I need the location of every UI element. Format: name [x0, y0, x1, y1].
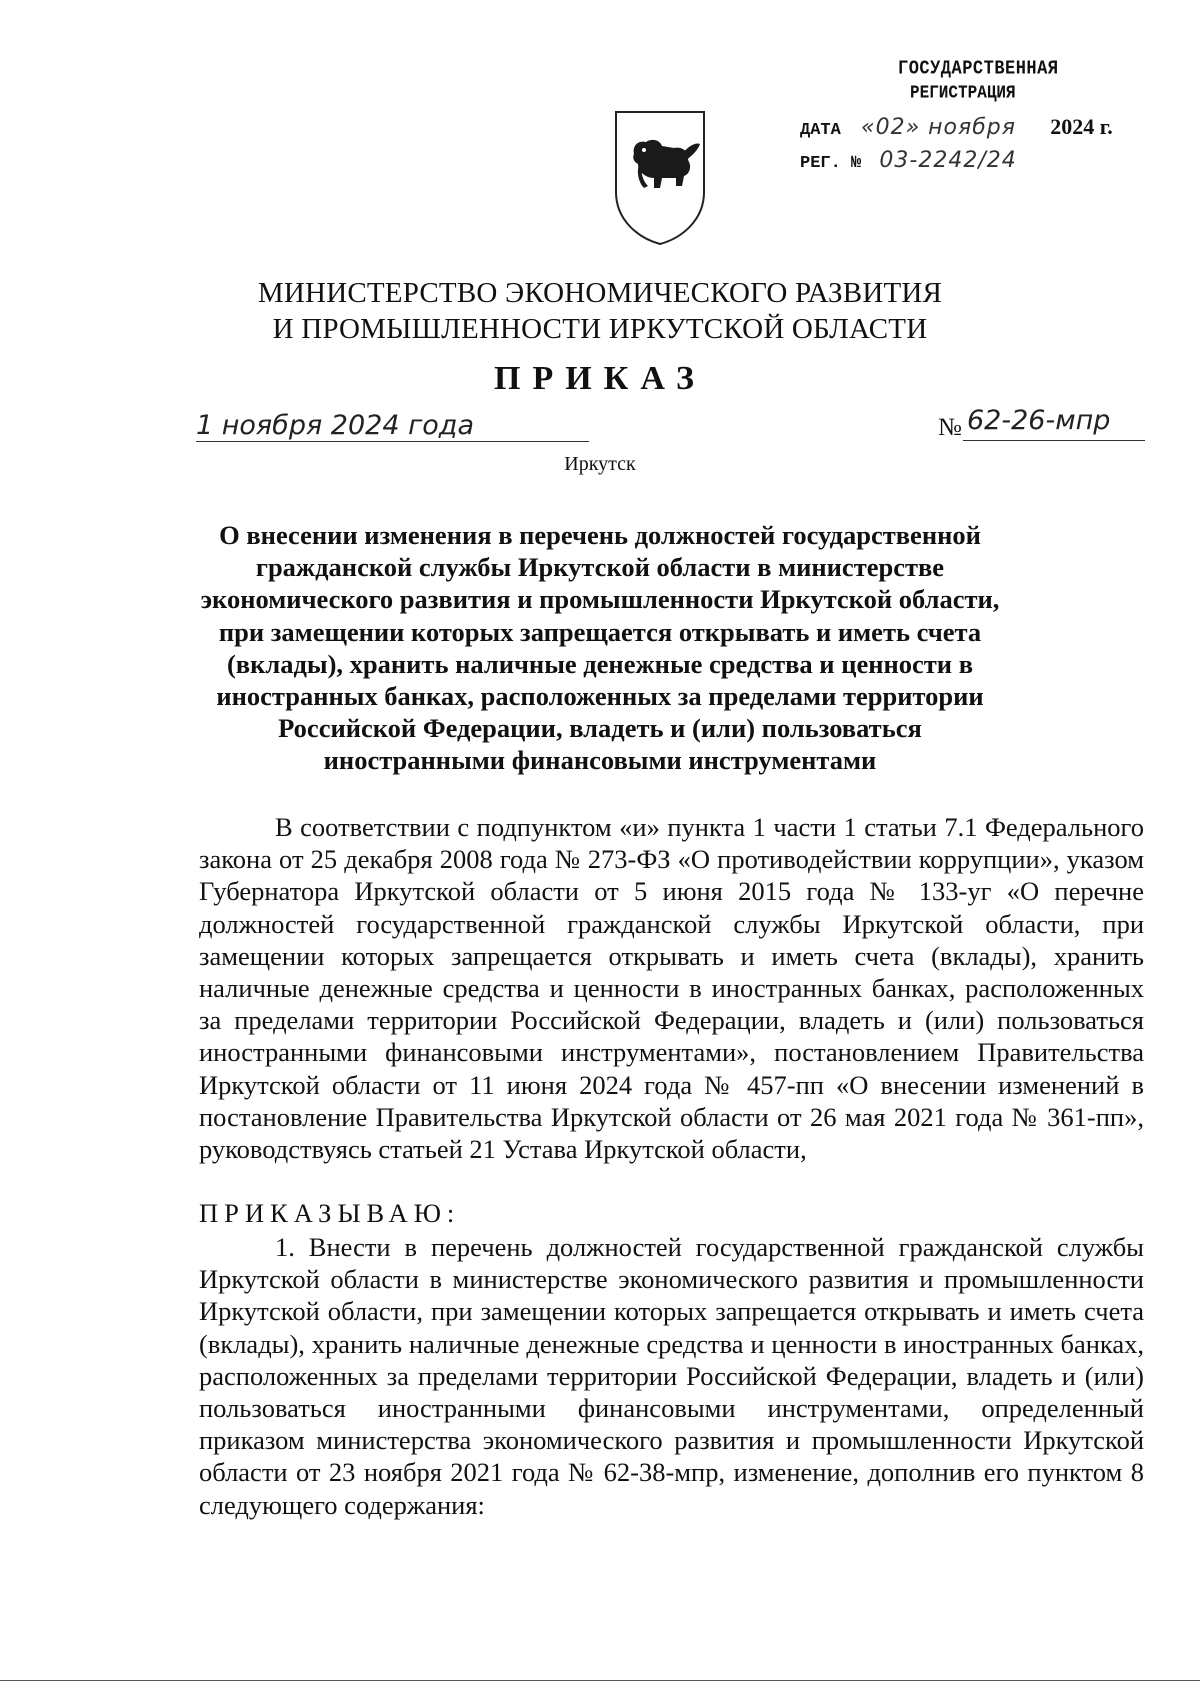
page-bottom-edge	[0, 1680, 1200, 1681]
order-number-label: №	[938, 414, 962, 441]
stamp-date-row	[800, 114, 1113, 140]
stamp-reg-label: РЕГ. №	[800, 154, 862, 173]
order-item-1: 1. Внести в перечень должностей государственной гражданской службы Иркутской области в министерстве экономического развития и промышленности Иркутской области, при замещении которых запрещается открывать и иметь счета (вклады), хранить наличные денежные средства и ценности в иностранных банках, расположенных за пределами территории Российской Федерации, владеть и (или) пользоваться иностранными финансовыми инструментами, определенный приказом министерства экономического развития и промышленности Иркутской области от 23 ноября 2021 года № 62-38-мпр, изменение, дополнив его пунктом 8 следующего содержания:	[199, 1232, 1144, 1520]
stamp-reg-row	[800, 148, 1017, 173]
order-number: 62-26-мпр	[967, 405, 1111, 436]
city-name: Иркутск	[564, 453, 636, 475]
stamp-reg-value: 03-2242/24	[879, 148, 1017, 173]
document-title: О внесении изменения в перечень должностей государственной гражданской службы Иркутской области в министерстве экономического развития и промышленности Иркутской области, при замещении которых запрещается открывать и иметь счета (вклады), хранить наличные денежные средства и ценности в иностранных банках, расположенных за пределами территории Российской Федерации, владеть и (или) пользоваться иностранными финансовыми инструментами	[200, 520, 1000, 776]
stamp-date-year: 2024 г.	[1050, 114, 1113, 139]
stamp-line1: ГОСУДАРСТВЕННАЯ	[898, 58, 1059, 81]
date-underline	[196, 441, 589, 442]
stamp-date-label: ДАТА	[800, 121, 841, 140]
irkutsk-coat-of-arms-icon	[612, 108, 708, 246]
document-type-heading: ПРИКАЗ	[494, 360, 706, 397]
order-date: 1 ноября 2024 года	[196, 410, 475, 441]
ministry-name-line2: И ПРОМЫШЛЕННОСТИ ИРКУТСКОЙ ОБЛАСТИ	[272, 313, 928, 345]
order-word: ПРИКАЗЫВАЮ:	[199, 1198, 461, 1228]
stamp-line2: РЕГИСТРАЦИЯ	[910, 82, 1016, 104]
stamp-date-value: «02» ноября	[861, 115, 1017, 140]
number-underline	[963, 440, 1145, 441]
preamble-paragraph: В соответствии с подпунктом «и» пункта 1 части 1 статьи 7.1 Федерального закона от 25 декабря 2008 года № 273-ФЗ «О противодействии коррупции», указом Губернатора Иркутской области от 5 июня 2015 года № 133-уг «О перечне должностей государственной гражданской службы Иркутской области, при замещении которых запрещается открывать и иметь счета (вклады), хранить наличные денежные средства и ценности в иностранных банках, расположенных за пределами территории Российской Федерации, владеть и (или) пользоваться иностранными финансовыми инструментами», постановлением Правительства Иркутской области от 11 июня 2024 года № 457-пп «О внесении изменений в постановление Правительства Иркутской области от 26 мая 2021 года № 361-пп», руководствуясь статьей 21 Устава Иркутской области,	[199, 812, 1144, 1165]
ministry-name-line1: МИНИСТЕРСТВО ЭКОНОМИЧЕСКОГО РАЗВИТИЯ	[257, 277, 943, 309]
